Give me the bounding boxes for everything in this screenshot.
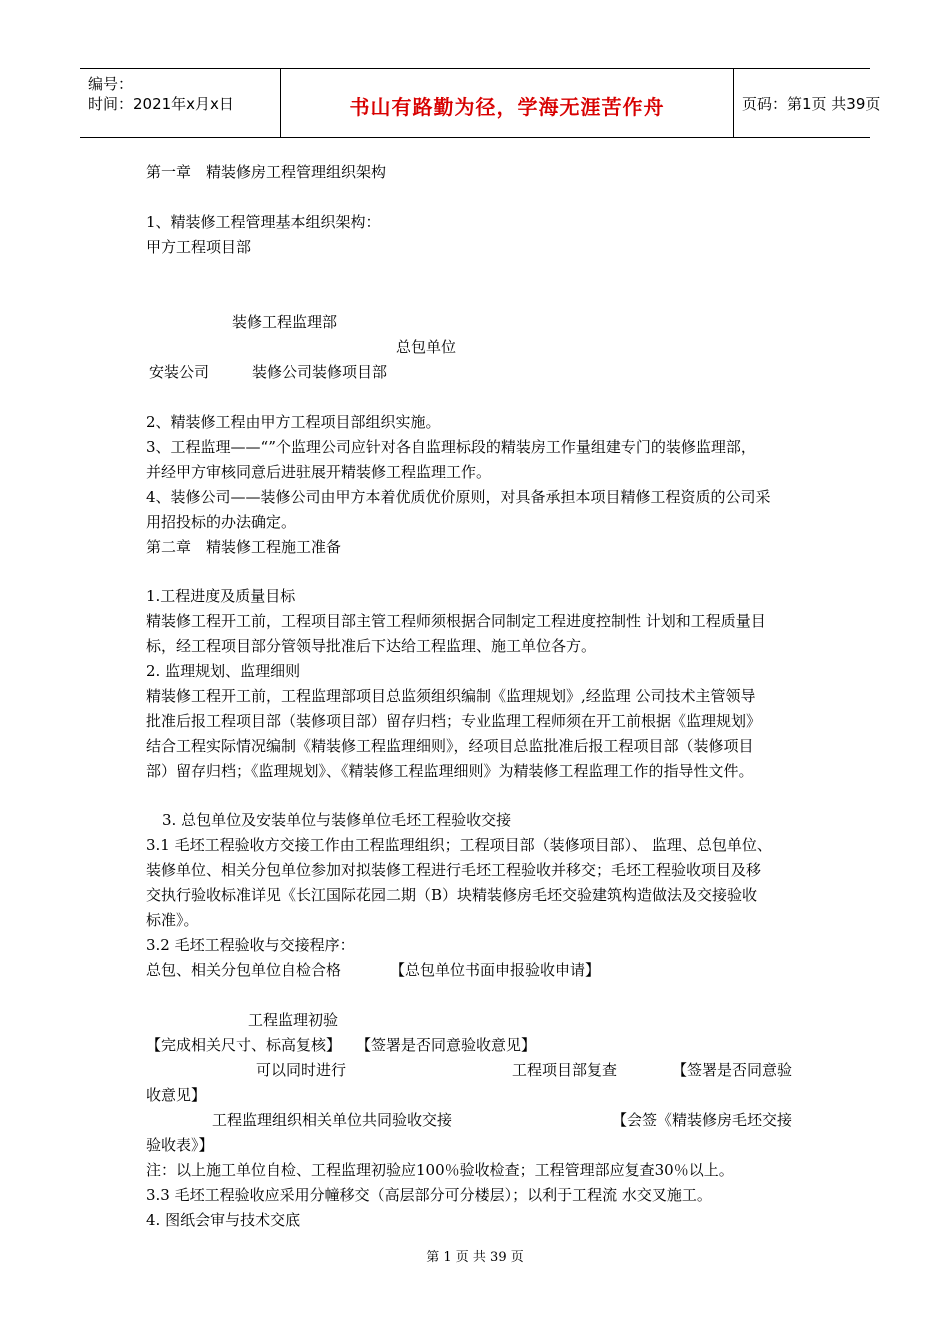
flow-step: 工程监理初验 [248, 1011, 339, 1029]
section-heading: 4. 图纸会审与技术交底 [146, 1211, 301, 1229]
flow-note: 【完成相关尺寸、标高复核】 [146, 1036, 342, 1054]
org-node-client: 甲方工程项目部 [146, 238, 252, 256]
header-page-cell [732, 69, 881, 137]
flow-step: 可以同时进行 [256, 1061, 347, 1079]
flow-note: 【签署是否同意验收意见】 [356, 1036, 537, 1054]
flow-step: 工程项目部复查 [512, 1061, 618, 1079]
org-node-supervision: 装修工程监理部 [232, 313, 338, 331]
org-node-installer: 安装公司 [149, 363, 210, 381]
doc-date: 时间：2021年x月x日 [88, 95, 234, 113]
paragraph-line: 标，经工程项目部分管领导批准后下达给工程监理、施工单位各方。 [146, 637, 597, 655]
header-page-info: 页码：第1页 共39页 [742, 95, 881, 113]
paragraph-line: 部）留存归档；《监理规划》、《精装修工程监理细则》为精装修工程监理工作的指导性文件。 [146, 762, 754, 780]
paragraph-line: 4、装修公司——装修公司由甲方本着优质优价原则，对具备承担本项目精修工程资质的公司采 [146, 488, 771, 506]
section-heading: 2. 监理规划、监理细则 [146, 662, 301, 680]
paragraph-line: 并经甲方审核同意后进驻展开精装修工程监理工作。 [146, 463, 492, 481]
flow-note: 【总包单位书面申报验收申请】 [390, 961, 601, 979]
section-heading: 1.工程进度及质量目标 [146, 587, 296, 605]
org-node-decoration: 装修公司装修项目部 [252, 363, 388, 381]
header-slogan: 书山有路勤为径，学海无涯苦作舟 [349, 95, 665, 119]
header-slogan-cell [280, 69, 734, 137]
flow-note: 验收表》】 [146, 1136, 214, 1154]
section-heading: 1、精装修工程管理基本组织架构： [146, 213, 381, 231]
paragraph-line: 2、精装修工程由甲方工程项目部组织实施。 [146, 413, 441, 431]
org-node-general-contractor: 总包单位 [396, 338, 457, 356]
flow-step: 总包、相关分包单位自检合格 [146, 961, 342, 979]
paragraph-line: 装修单位、相关分包单位参加对拟装修工程进行毛坯工程验收并移交；毛坯工程验收项目及移 [146, 861, 762, 879]
paragraph-line: 交执行验收标准详见《长江国际花园二期（B）块精装修房毛坯交验建筑构造做法及交接验收 [146, 886, 758, 904]
paragraph-line: 3、工程监理——“”个监理公司应针对各自监理标段的精装房工作量组建专门的装修监理部， [146, 438, 756, 456]
paragraph-line: 注：以上施工单位自检、工程监理初验应100％验收检查；工程管理部应复查30％以上。 [146, 1161, 734, 1179]
doc-number-label: 编号： [88, 75, 134, 93]
flow-note: 收意见】 [146, 1086, 207, 1104]
paragraph-line: 结合工程实际情况编制《精装修工程监理细则》，经项目总监批准后报工程项目部（装修项目 [146, 737, 754, 755]
flow-note: 【签署是否同意验 [672, 1061, 793, 1079]
paragraph-line: 标准》。 [146, 911, 199, 929]
page-footer: 第 1 页 共 39 页 [426, 1250, 524, 1265]
paragraph-line: 3.1 毛坯工程验收方交接工作由工程监理组织；工程项目部（装修项目部）、 监理、总包单位、 [146, 836, 772, 854]
flow-step: 工程监理组织相关单位共同验收交接 [212, 1111, 453, 1129]
section-heading: 3.2 毛坯工程验收与交接程序： [146, 936, 355, 954]
chapter-2-title: 第二章 精装修工程施工准备 [146, 538, 342, 556]
paragraph-line: 精装修工程开工前，工程监理部项目总监须组织编制《监理规划》,经监理 公司技术主管领导 [146, 687, 756, 705]
flow-note: 【会签《精装修房毛坯交接 [612, 1111, 793, 1129]
header-meta [80, 69, 280, 137]
paragraph-line: 3.3 毛坯工程验收应采用分幢移交（高层部分可分楼层）；以利于工程流 水交叉施工。 [146, 1186, 712, 1204]
page-header [80, 68, 881, 138]
paragraph-line: 用招投标的办法确定。 [146, 513, 297, 531]
section-heading: 3. 总包单位及安装单位与装修单位毛坯工程验收交接 [162, 811, 512, 829]
chapter-1-title: 第一章 精装修房工程管理组织架构 [146, 163, 387, 181]
paragraph-line: 精装修工程开工前，工程项目部主管工程师须根据合同制定工程进度控制性 计划和工程质量目 [146, 612, 766, 630]
paragraph-line: 批准后报工程项目部（装修项目部）留存归档；专业监理工程师须在开工前根据《监理规划》 [146, 712, 762, 730]
